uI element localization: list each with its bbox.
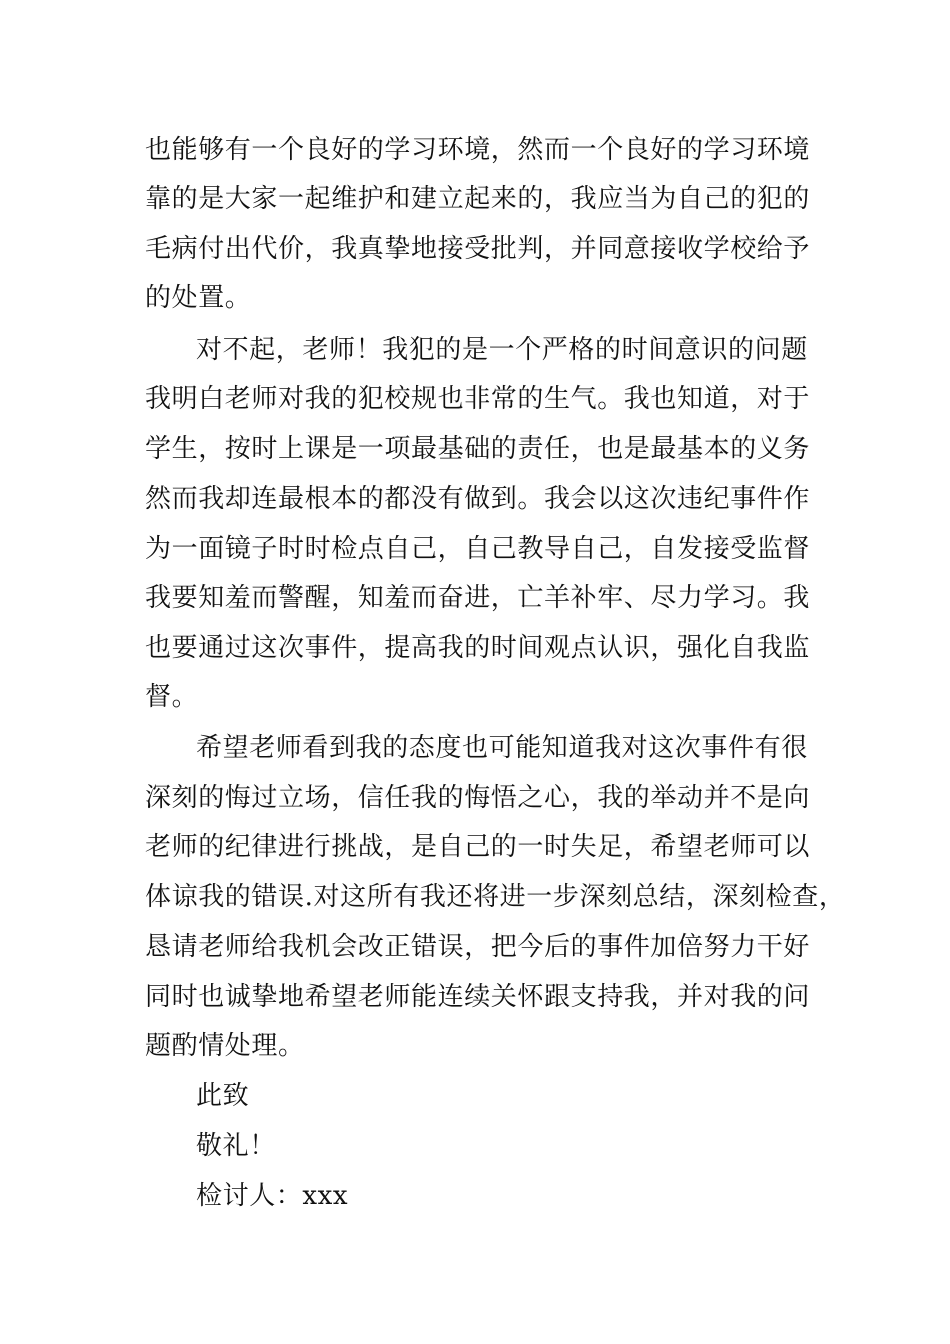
body-line: 靠的是大家一起维护和建立起来的，我应当为自己的犯的 — [145, 184, 811, 214]
body-line: 为一面镜子时时检点自己，自己教导自己，自发接受监督 — [145, 534, 811, 564]
paragraph-first-line: 对不起，老师！我犯的是一个严格的时间意识的问题 — [196, 335, 808, 365]
body-line: 然而我却连最根本的都没有做到。我会以这次违纪事件作 — [145, 484, 811, 514]
body-line: 深刻的悔过立场，信任我的悔悟之心，我的举动并不是向 — [145, 783, 811, 813]
closing-salutation: 此致 — [196, 1081, 250, 1111]
body-line: 督。 — [145, 682, 199, 712]
body-line: 我明白老师对我的犯校规也非常的生气。我也知道，对于 — [145, 384, 811, 414]
body-line: 体谅我的错误.对这所有我还将进一步深刻总结，深刻检查， — [145, 882, 846, 912]
signature: 检讨人：xxx — [196, 1181, 349, 1211]
body-line: 恳请老师给我机会改正错误，把今后的事件加倍努力干好 — [145, 932, 811, 962]
closing-regards: 敬礼！ — [196, 1131, 276, 1161]
body-line: 学生，按时上课是一项最基础的责任，也是最基本的义务 — [145, 434, 811, 464]
body-line: 题酌情处理。 — [145, 1031, 305, 1061]
body-line: 同时也诚挚地希望老师能连续关怀跟支持我，并对我的问 — [145, 982, 811, 1012]
body-line: 毛病付出代价，我真挚地接受批判，并同意接收学校给予 — [145, 234, 811, 264]
body-line: 我要知羞而警醒，知羞而奋进，亡羊补牢、尽力学习。我 — [145, 583, 811, 613]
body-line: 也能够有一个良好的学习环境，然而一个良好的学习环境 — [145, 135, 811, 165]
body-line: 也要通过这次事件，提高我的时间观点认识，强化自我监 — [145, 633, 811, 663]
body-line: 老师的纪律进行挑战，是自己的一时失足，希望老师可以 — [145, 832, 811, 862]
body-line: 的处置。 — [145, 283, 252, 313]
paragraph-first-line: 希望老师看到我的态度也可能知道我对这次事件有很 — [196, 733, 808, 763]
